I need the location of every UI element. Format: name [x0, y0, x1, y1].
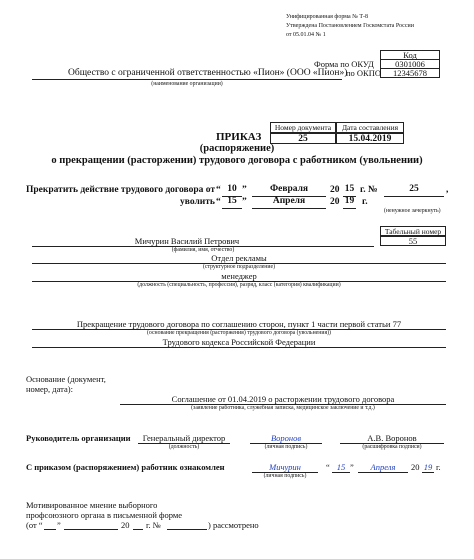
head-signature: Воронов: [270, 433, 302, 443]
dismiss-month: Апреля: [272, 196, 306, 206]
strike-note: (ненужное зачеркнуть): [384, 208, 441, 214]
order-title: ПРИКАЗ: [216, 131, 262, 143]
organization-name: Общество с ограниченной ответственностью «Пион» (ООО «Пион»): [68, 68, 348, 78]
employee-name: Мичурин Василий Петрович: [134, 236, 240, 246]
quote-open-2: “: [216, 197, 221, 207]
comma: ,: [446, 185, 449, 195]
position-caption: (должность (специальность, профессия), разряд, класс (категория) квалификации): [137, 282, 341, 288]
doc-date-value: 15.04.2019: [336, 133, 404, 144]
organization-underline: [32, 79, 342, 80]
okud-label: Форма по ОКУД: [314, 59, 374, 69]
dismiss-year-prefix: 20: [330, 197, 340, 207]
union-number-label: г. №: [146, 520, 161, 530]
ack-year: 19: [423, 462, 433, 472]
dismiss-day: 15: [227, 196, 237, 206]
dismiss-day-line: [222, 208, 242, 209]
dismiss-month-line: [252, 208, 326, 209]
union-quote-close: ”: [57, 520, 61, 530]
contract-number: 25: [409, 184, 419, 194]
doc-date-header: Дата составления: [336, 122, 404, 133]
contract-number-label: г. №: [360, 185, 378, 195]
head-label: Руководитель организации: [26, 433, 131, 443]
ack-quote-close: ”: [350, 462, 354, 472]
tab-number-value: 55: [380, 236, 446, 246]
terminate-label: Прекратить действие трудового договора от: [26, 185, 216, 195]
union-month-line: [64, 529, 118, 530]
union-number-line: [167, 529, 207, 530]
union-line-1: Мотивированное мнение выборного: [26, 500, 158, 510]
basis-label-1: Основание (документ,: [26, 374, 106, 384]
ack-quote-open: “: [326, 462, 330, 472]
contract-month: Февраля: [269, 184, 309, 194]
employee-department: Отдел рекламы: [211, 253, 267, 263]
doc-number-header: Номер документа: [270, 122, 336, 133]
basis-label-2: номер, дата):: [26, 384, 73, 394]
okpo-value-cell: 12345678: [380, 68, 440, 78]
union-line-3-end: ) рассмотрено: [208, 520, 259, 530]
ack-day: 15: [336, 462, 346, 472]
acquainted-label: С приказом (распоряжением) работник ознакомлен: [26, 462, 225, 472]
contract-day: 10: [227, 184, 237, 194]
grounds-line-1: Прекращение трудового договора по соглашению сторон, пункт 1 части первой статьи 77: [76, 319, 402, 329]
ack-day-line: [332, 472, 350, 473]
contract-year-prefix: 20: [330, 185, 340, 195]
employee-name-caption: (фамилия, имя, отчество): [171, 247, 235, 253]
head-name: А.В. Воронов: [367, 433, 417, 443]
contract-year: 15: [344, 184, 355, 194]
dismiss-label: уволить: [180, 197, 215, 207]
contract-number-line: [384, 196, 444, 197]
employee-signature-caption: (личная подпись): [263, 473, 307, 479]
grounds-line-2-rule: [32, 347, 446, 348]
order-about: о прекращении (расторжении) трудового договора с работником (увольнении): [51, 155, 423, 166]
basis-caption: (заявление работника, служебная записка, медицинское заключение и т.д.): [191, 405, 375, 411]
department-caption: (структурное подразделение): [202, 264, 276, 270]
dismiss-year-line: [343, 208, 356, 209]
quote-open-1: “: [216, 185, 221, 195]
ack-year-line: [422, 472, 434, 473]
quote-close-2: ”: [242, 197, 247, 207]
union-year-line: [133, 529, 143, 530]
ack-month: Апреля: [370, 462, 396, 472]
dismiss-g-label: г.: [362, 197, 368, 207]
code-header-cell: Код: [380, 50, 440, 60]
form-line-1: Унифицированная форма № Т-8: [286, 14, 369, 20]
form-line-3: от 05.01.04 № 1: [286, 32, 326, 38]
head-position: Генеральный директор: [142, 433, 226, 443]
employee-position: менеджер: [221, 271, 257, 281]
order-subtitle: (распоряжение): [199, 143, 275, 154]
form-line-2: Утверждена Постановлением Госкомстата России: [286, 23, 414, 29]
union-day-line: [44, 529, 56, 530]
doc-number-value: 25: [270, 133, 336, 144]
okpo-label: по ОКПО: [346, 68, 382, 78]
ack-g-label: г.: [436, 462, 441, 472]
grounds-line-2: Трудового кодекса Российской Федерации: [162, 337, 316, 347]
tab-number-header: Табельный номер: [380, 226, 446, 236]
ack-month-line: [358, 472, 408, 473]
head-signature-caption: (личная подпись): [264, 444, 308, 450]
employee-signature: Мичурин: [269, 462, 301, 472]
quote-close-1: ”: [242, 185, 247, 195]
ack-year-prefix: 20: [411, 462, 420, 472]
organization-caption: (наименование организации): [151, 81, 223, 87]
basis-value: Соглашение от 01.04.2019 о расторжении трудового договора: [171, 394, 395, 404]
okud-value-cell: 0301006: [380, 59, 440, 69]
union-line-2: профсоюзного органа в письменной форме: [26, 510, 183, 520]
dismiss-year: 19: [344, 196, 355, 206]
head-name-caption: (расшифровка подписи): [362, 444, 422, 450]
head-position-caption: (должность): [168, 444, 200, 450]
union-line-3-start: (от “: [26, 520, 43, 530]
union-year-prefix: 20: [121, 520, 130, 530]
grounds-caption: (основание прекращения (расторжения) трудового договора (увольнения)): [147, 330, 331, 336]
